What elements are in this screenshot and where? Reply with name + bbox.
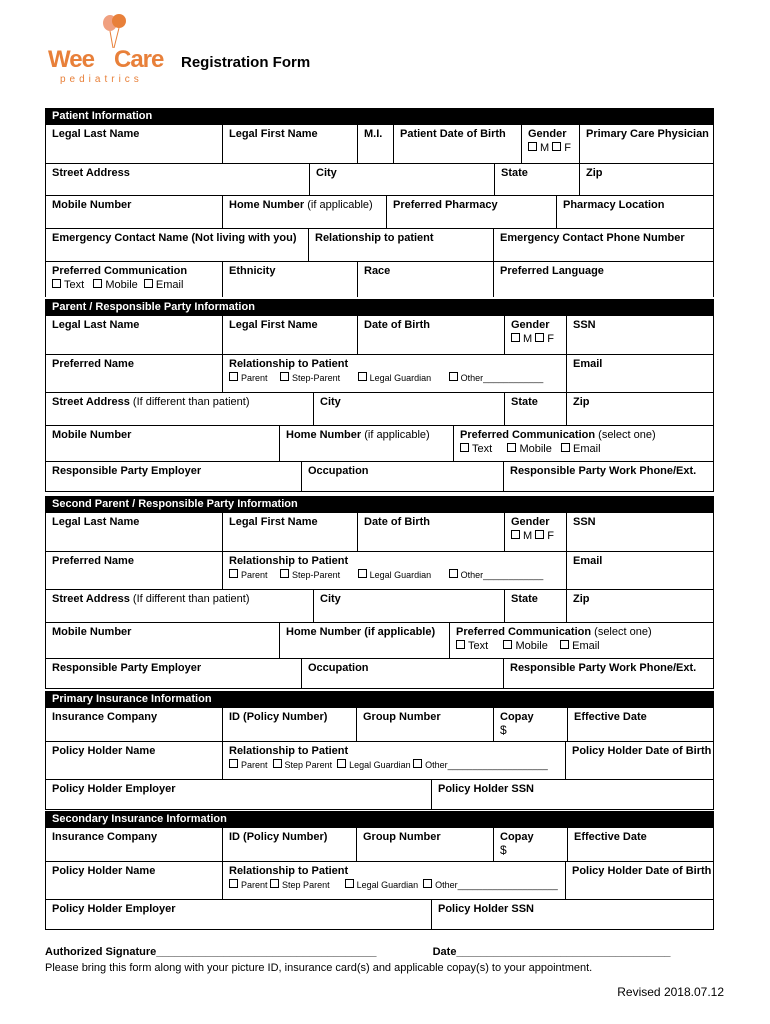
second-parent-info-grid <box>45 513 714 689</box>
relationship-options <box>229 879 565 890</box>
parent-zip-field[interactable] <box>566 393 713 425</box>
relationship-options <box>229 372 566 383</box>
email-label: Email <box>573 443 601 455</box>
label: M.I. <box>364 128 383 140</box>
label: Policy Holder SSN <box>438 903 534 915</box>
label: City <box>316 167 337 179</box>
step-parent-checkbox[interactable] <box>273 759 282 768</box>
parent2-dob-field[interactable] <box>357 513 504 551</box>
label: Effective Date <box>574 831 647 843</box>
patient-pcp-field[interactable] <box>579 125 713 163</box>
legal-guardian-label: Legal Guardian <box>356 880 419 890</box>
patient-dob-field[interactable] <box>393 125 521 163</box>
step-parent-checkbox[interactable] <box>280 372 289 381</box>
label: Policy Holder SSN <box>438 783 534 795</box>
label: Gender <box>511 516 550 528</box>
label: Responsible Party Employer <box>52 662 202 674</box>
logo-care-text: Care <box>114 46 164 73</box>
primary-ins-copay-field[interactable] <box>493 708 567 741</box>
email-checkbox[interactable] <box>561 443 570 452</box>
email-label: Email <box>572 640 600 652</box>
label: Street Address <box>52 167 130 179</box>
label <box>229 199 386 211</box>
secondary-ins-holder-ssn-field[interactable] <box>431 900 713 929</box>
parent2-state-field[interactable] <box>504 590 566 622</box>
label: Legal Last Name <box>52 516 140 528</box>
parent2-pref-name-field[interactable] <box>46 552 222 589</box>
primary-ins-id-field[interactable] <box>222 708 356 741</box>
patient-mobile-field[interactable] <box>46 196 222 228</box>
pref-comm-options <box>52 279 222 291</box>
label: Preferred Name <box>52 555 134 567</box>
gender-f-label: F <box>564 142 571 154</box>
label: Relationship to Patient <box>229 865 349 877</box>
patient-ethnicity-field[interactable] <box>222 262 357 297</box>
step-parent-label: Step-Parent <box>292 570 341 580</box>
parent-occupation-field[interactable] <box>301 462 503 491</box>
parent-relationship-field <box>222 355 566 392</box>
label: Effective Date <box>574 711 647 723</box>
date-label: Date___________________________________ <box>432 946 671 958</box>
step-parent-checkbox[interactable] <box>270 879 279 888</box>
label: Preferred Communication <box>52 265 188 277</box>
parent-legal-last-field[interactable] <box>46 316 222 354</box>
other-label: Other____________________ <box>425 760 548 770</box>
label: Legal First Name <box>229 319 318 331</box>
legal-guardian-checkbox[interactable] <box>345 879 354 888</box>
parent2-legal-last-field[interactable] <box>46 513 222 551</box>
parent-dob-field[interactable] <box>357 316 504 354</box>
parent-pref-comm-field <box>453 426 713 461</box>
label <box>460 429 713 441</box>
if-different-note: (If different than patient) <box>132 593 250 605</box>
label: Preferred Language <box>500 265 604 277</box>
parent-row-1 <box>46 316 713 354</box>
label: Mobile Number <box>52 626 132 638</box>
gender-m-label: M <box>523 530 533 542</box>
label: Occupation <box>308 662 369 674</box>
email-checkbox[interactable] <box>144 279 153 288</box>
patient-mi-field[interactable] <box>357 125 393 163</box>
parent-checkbox[interactable] <box>229 759 238 768</box>
primary-ins-relationship-field <box>222 742 565 779</box>
patient-pref-comm-field <box>46 262 222 297</box>
primary-ins-holder-dob-field[interactable] <box>565 742 713 779</box>
label: Primary Care Physician <box>586 128 709 140</box>
label: Relationship to Patient <box>229 358 349 370</box>
label: Zip <box>573 396 590 408</box>
mobile-checkbox[interactable] <box>93 279 102 288</box>
secondary-ins-row-3 <box>46 899 713 930</box>
label: Pharmacy Location <box>563 199 665 211</box>
patient-zip-field[interactable] <box>579 164 713 195</box>
section-header-second-parent: Second Parent / Responsible Party Information <box>45 496 714 513</box>
label: Relationship to Patient <box>229 745 349 757</box>
section-header-primary-insurance: Primary Insurance Information <box>45 691 714 708</box>
secondary-ins-effective-field[interactable] <box>567 828 713 861</box>
parent2-legal-first-field[interactable] <box>222 513 357 551</box>
patient-home-number-field[interactable] <box>222 196 386 228</box>
parent-mobile-field[interactable] <box>46 426 279 461</box>
parent-state-field[interactable] <box>504 393 566 425</box>
wee-care-logo <box>48 14 168 90</box>
secondary-ins-company-field[interactable] <box>46 828 222 861</box>
label: Policy Holder Name <box>52 865 156 877</box>
parent2-email-field[interactable] <box>566 552 713 589</box>
mobile-label: Mobile <box>519 443 552 455</box>
logo-wee-text: Wee <box>48 46 94 73</box>
emergency-phone-field[interactable] <box>493 229 713 261</box>
step-parent-checkbox[interactable] <box>280 569 289 578</box>
patient-row-5 <box>46 261 713 297</box>
parent-label: Parent <box>241 373 268 383</box>
parent-label: Parent <box>241 760 268 770</box>
parent-label: Parent <box>241 880 268 890</box>
label: Preferred Pharmacy <box>393 199 498 211</box>
primary-ins-row-3 <box>46 779 713 810</box>
primary-ins-group-field[interactable] <box>356 708 493 741</box>
parent2-employer-field[interactable] <box>46 659 301 688</box>
primary-ins-effective-field[interactable] <box>567 708 713 741</box>
logo-pediatrics-text: pediatrics <box>60 74 143 85</box>
gender-f-label: F <box>547 530 554 542</box>
label: Date of Birth <box>364 319 430 331</box>
gender-m-checkbox[interactable] <box>511 530 520 539</box>
primary-ins-row-2 <box>46 741 713 779</box>
secondary-ins-holder-employer-field[interactable] <box>46 900 431 929</box>
label: Ethnicity <box>229 265 276 277</box>
label: ID (Policy Number) <box>229 831 328 843</box>
balloon-icon <box>100 14 130 48</box>
parent2-row-3 <box>46 589 713 622</box>
patient-row-2 <box>46 163 713 195</box>
parent-checkbox[interactable] <box>229 569 238 578</box>
signature-line[interactable] <box>45 946 671 958</box>
secondary-ins-holder-dob-field[interactable] <box>565 862 713 899</box>
parent-row-3 <box>46 392 713 425</box>
emergency-contact-name-field[interactable] <box>46 229 308 261</box>
mobile-checkbox[interactable] <box>503 640 512 649</box>
if-applicable-note: (if applicable) <box>307 199 373 211</box>
legal-guardian-checkbox[interactable] <box>358 569 367 578</box>
other-checkbox[interactable] <box>413 759 422 768</box>
label: Relationship to patient <box>315 232 434 244</box>
label: Group Number <box>363 711 441 723</box>
patient-pharmacy-field[interactable] <box>386 196 556 228</box>
parent2-city-field[interactable] <box>313 590 504 622</box>
parent2-row-5 <box>46 658 713 689</box>
email-label: Email <box>155 279 184 291</box>
label <box>286 429 453 441</box>
label <box>52 396 313 408</box>
label: Email <box>573 358 603 370</box>
patient-legal-first-field[interactable] <box>222 125 357 163</box>
label: Insurance Company <box>52 711 158 723</box>
parent2-occupation-field[interactable] <box>301 659 503 688</box>
legal-guardian-label: Legal Guardian <box>369 373 432 383</box>
primary-ins-holder-ssn-field[interactable] <box>431 780 713 809</box>
parent-checkbox[interactable] <box>229 879 238 888</box>
street-label: Street Address <box>52 396 130 408</box>
label: Emergency Contact Name (Not living with you) <box>52 232 297 244</box>
parent2-zip-field[interactable] <box>566 590 713 622</box>
primary-insurance-grid <box>45 708 714 810</box>
label: Policy Holder Name <box>52 745 156 757</box>
label: SSN <box>573 516 596 528</box>
parent-row-5 <box>46 461 713 492</box>
label: Gender <box>528 128 567 140</box>
other-label: Other____________ <box>460 570 544 580</box>
parent-city-field[interactable] <box>313 393 504 425</box>
gender-m-label: M <box>523 333 533 345</box>
patient-row-1 <box>46 125 713 163</box>
gender-m-label: M <box>540 142 550 154</box>
label: City <box>320 396 341 408</box>
revision-date: Revised 2018.07.12 <box>617 985 724 999</box>
label: Patient Date of Birth <box>400 128 506 140</box>
label: Date of Birth <box>364 516 430 528</box>
section-header-secondary-insurance: Secondary Insurance Information <box>45 811 714 828</box>
parent2-street-field[interactable] <box>46 590 313 622</box>
if-different-note: (If different than patient) <box>132 396 250 408</box>
other-checkbox[interactable] <box>423 879 432 888</box>
parent-label: Parent <box>241 570 268 580</box>
section-header-patient: Patient Information <box>45 108 714 125</box>
parent2-row-1 <box>46 513 713 551</box>
parent2-mobile-field[interactable] <box>46 623 279 658</box>
label: City <box>320 593 341 605</box>
label: Policy Holder Employer <box>52 783 176 795</box>
if-applicable-note: (if applicable) <box>364 429 430 441</box>
label: Policy Holder Date of Birth <box>572 865 712 877</box>
label: Relationship to Patient <box>229 555 349 567</box>
label: Policy Holder Date of Birth <box>572 745 712 757</box>
gender-f-checkbox[interactable] <box>535 333 544 342</box>
emergency-relationship-field[interactable] <box>308 229 493 261</box>
label <box>52 593 313 605</box>
relationship-options <box>229 569 566 580</box>
label: Home Number (if applicable) <box>286 626 436 638</box>
mobile-label: Mobile <box>515 640 548 652</box>
text-label: Text <box>64 279 85 291</box>
parent-email-field[interactable] <box>566 355 713 392</box>
patient-pref-language-field[interactable] <box>493 262 713 297</box>
label: Race <box>364 265 391 277</box>
primary-ins-holder-employer-field[interactable] <box>46 780 431 809</box>
secondary-ins-row-2 <box>46 861 713 899</box>
parent-ssn-field[interactable] <box>566 316 713 354</box>
step-parent-label: Step Parent <box>284 760 333 770</box>
label: Mobile Number <box>52 199 132 211</box>
page-title: Registration Form <box>181 54 311 71</box>
label: Legal First Name <box>229 128 318 140</box>
gender-options <box>511 333 566 345</box>
secondary-ins-copay-field[interactable] <box>493 828 567 861</box>
gender-options <box>511 530 566 542</box>
text-label: Text <box>468 640 489 652</box>
label: Mobile Number <box>52 429 132 441</box>
parent2-row-2 <box>46 551 713 589</box>
parent-gender-field <box>504 316 566 354</box>
label: Gender <box>511 319 550 331</box>
primary-ins-company-field[interactable] <box>46 708 222 741</box>
patient-legal-last-field[interactable] <box>46 125 222 163</box>
parent-info-grid <box>45 316 714 492</box>
gender-m-checkbox[interactable] <box>511 333 520 342</box>
legal-guardian-label: Legal Guardian <box>349 760 411 770</box>
label: Responsible Party Employer <box>52 465 202 477</box>
step-parent-label: Step-Parent <box>292 373 341 383</box>
patient-race-field[interactable] <box>357 262 493 297</box>
pref-comm-options <box>460 443 713 455</box>
patient-row-3 <box>46 195 713 228</box>
gender-f-label: F <box>547 333 554 345</box>
patient-pharmacy-location-field[interactable] <box>556 196 713 228</box>
parent-legal-first-field[interactable] <box>222 316 357 354</box>
primary-ins-holder-name-field[interactable] <box>46 742 222 779</box>
authorized-signature-label: Authorized Signature____________________________________ <box>45 946 377 958</box>
parent2-row-4 <box>46 622 713 658</box>
patient-info-grid <box>45 125 714 297</box>
home-number-label: Home Number <box>229 199 305 211</box>
relationship-options <box>229 759 565 770</box>
label: SSN <box>573 319 596 331</box>
label: ID (Policy Number) <box>229 711 328 723</box>
parent2-home-number-field[interactable] <box>279 623 449 658</box>
parent-work-phone-field[interactable] <box>503 462 713 491</box>
secondary-ins-id-field[interactable] <box>222 828 356 861</box>
instructions-note: Please bring this form along with your picture ID, insurance card(s) and applicable copay(s) to your appointment. <box>45 962 593 974</box>
text-label: Text <box>472 443 493 455</box>
label: Legal Last Name <box>52 319 140 331</box>
label: Insurance Company <box>52 831 158 843</box>
mobile-checkbox[interactable] <box>507 443 516 452</box>
label: Preferred Name <box>52 358 134 370</box>
label: Emergency Contact Phone Number <box>500 232 685 244</box>
legal-guardian-checkbox[interactable] <box>337 759 346 768</box>
select-one-note: (select one) <box>594 626 652 638</box>
label: Copay <box>500 711 534 723</box>
label: Occupation <box>308 465 369 477</box>
dollar-sign: $ <box>500 723 507 737</box>
text-checkbox[interactable] <box>456 640 465 649</box>
label: Zip <box>573 593 590 605</box>
parent2-ssn-field[interactable] <box>566 513 713 551</box>
parent2-pref-comm-field <box>449 623 713 658</box>
gender-f-checkbox[interactable] <box>552 142 561 151</box>
other-label: Other____________________ <box>435 880 558 890</box>
label <box>456 626 713 638</box>
street-label: Street Address <box>52 593 130 605</box>
label: State <box>511 396 538 408</box>
gender-options <box>528 142 579 154</box>
patient-street-field[interactable] <box>46 164 309 195</box>
patient-gender-field <box>521 125 579 163</box>
secondary-ins-relationship-field <box>222 862 565 899</box>
step-parent-label: Step Parent <box>282 880 330 890</box>
legal-guardian-checkbox[interactable] <box>358 372 367 381</box>
patient-city-field[interactable] <box>309 164 494 195</box>
home-number-label: Home Number <box>286 429 362 441</box>
label: State <box>511 593 538 605</box>
secondary-ins-holder-name-field[interactable] <box>46 862 222 899</box>
parent-checkbox[interactable] <box>229 372 238 381</box>
select-one-note: (select one) <box>598 429 656 441</box>
label: State <box>501 167 528 179</box>
pref-comm-label: Preferred Communication <box>460 429 596 441</box>
label: Email <box>573 555 603 567</box>
parent2-relationship-field <box>222 552 566 589</box>
other-label: Other____________ <box>460 373 544 383</box>
other-checkbox[interactable] <box>449 569 458 578</box>
email-checkbox[interactable] <box>560 640 569 649</box>
parent2-work-phone-field[interactable] <box>503 659 713 688</box>
parent-home-number-field[interactable] <box>279 426 453 461</box>
pref-comm-label: Preferred Communication <box>456 626 592 638</box>
pref-comm-options <box>456 640 713 652</box>
label: Policy Holder Employer <box>52 903 176 915</box>
other-checkbox[interactable] <box>449 372 458 381</box>
label: Responsible Party Work Phone/Ext. <box>510 465 697 477</box>
mobile-label: Mobile <box>105 279 138 291</box>
label: Group Number <box>363 831 441 843</box>
gender-f-checkbox[interactable] <box>535 530 544 539</box>
secondary-insurance-grid <box>45 828 714 930</box>
parent-row-2 <box>46 354 713 392</box>
text-checkbox[interactable] <box>52 279 61 288</box>
section-header-parent: Parent / Responsible Party Information <box>45 299 714 316</box>
label: Legal Last Name <box>52 128 140 140</box>
parent-employer-field[interactable] <box>46 462 301 491</box>
parent-pref-name-field[interactable] <box>46 355 222 392</box>
patient-row-4 <box>46 228 713 261</box>
parent2-gender-field <box>504 513 566 551</box>
dollar-sign: $ <box>500 843 507 857</box>
parent-row-4 <box>46 425 713 461</box>
parent-street-field[interactable] <box>46 393 313 425</box>
text-checkbox[interactable] <box>460 443 469 452</box>
secondary-ins-row-1 <box>46 828 713 861</box>
label: Zip <box>586 167 603 179</box>
secondary-ins-group-field[interactable] <box>356 828 493 861</box>
label: Responsible Party Work Phone/Ext. <box>510 662 697 674</box>
patient-state-field[interactable] <box>494 164 579 195</box>
label: Copay <box>500 831 534 843</box>
primary-ins-row-1 <box>46 708 713 741</box>
legal-guardian-label: Legal Guardian <box>369 570 432 580</box>
gender-m-checkbox[interactable] <box>528 142 537 151</box>
label: Legal First Name <box>229 516 318 528</box>
